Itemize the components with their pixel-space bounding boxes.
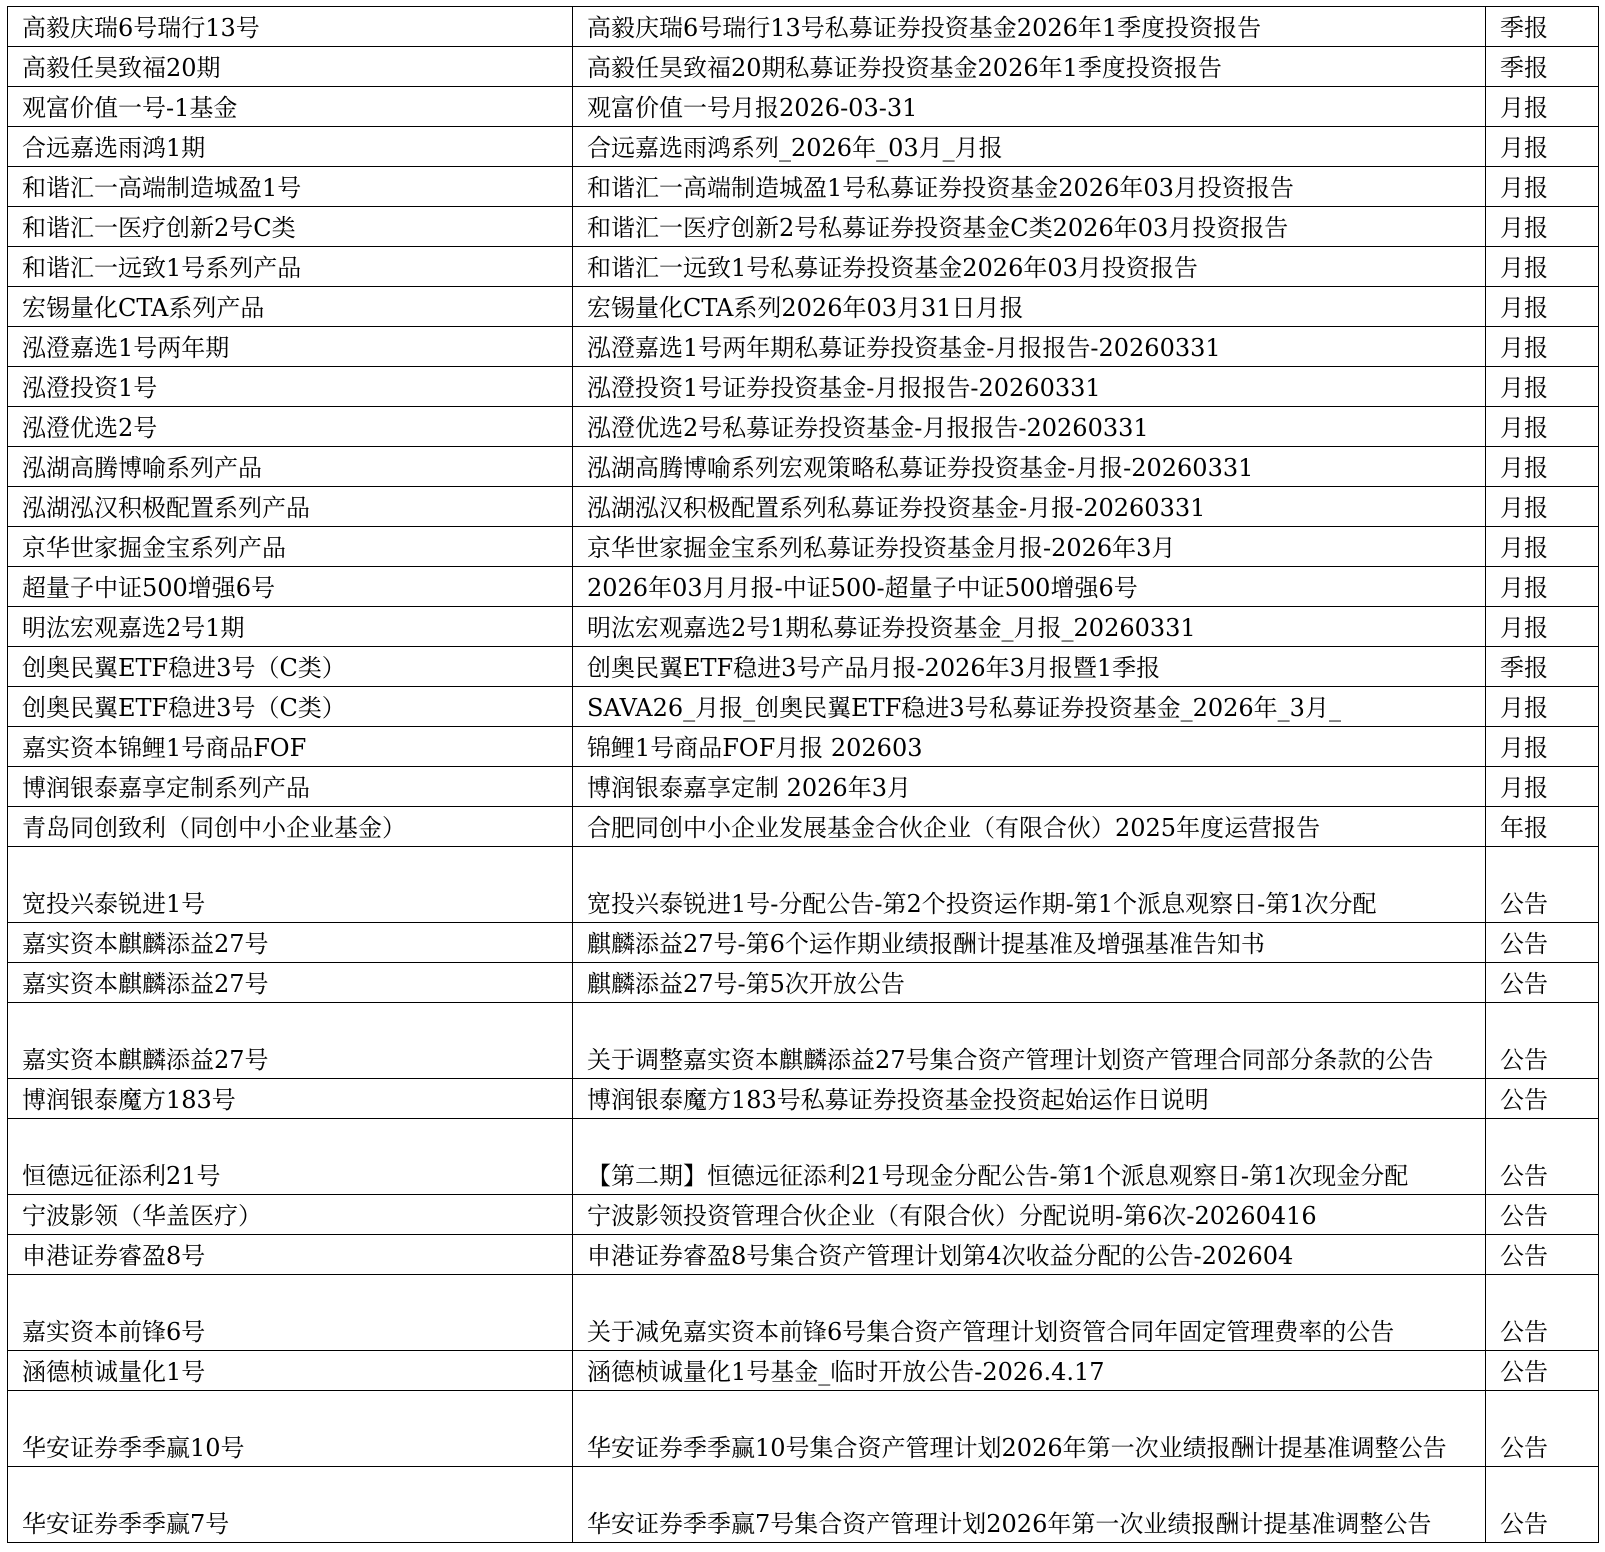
report-type-cell: 月报 (1486, 87, 1599, 127)
report-type-cell: 月报 (1486, 727, 1599, 767)
report-title-cell: 泓澄优选2号私募证券投资基金-月报报告-20260331 (573, 407, 1486, 447)
report-title-cell: 合肥同创中小企业发展基金合伙企业（有限合伙）2025年度运营报告 (573, 807, 1486, 847)
table-row (8, 963, 1599, 1003)
report-title-cell: 泓湖泓汉积极配置系列私募证券投资基金-月报-20260331 (573, 487, 1486, 527)
table-row (8, 1195, 1599, 1235)
report-type-cell: 公告 (1486, 923, 1599, 963)
table-row (8, 1351, 1599, 1391)
report-type-cell: 公告 (1486, 1003, 1599, 1079)
product-name-cell: 华安证券季季赢10号 (8, 1391, 573, 1467)
table-row (8, 1391, 1599, 1467)
table-row (8, 167, 1599, 207)
report-type-cell: 月报 (1486, 127, 1599, 167)
table-row (8, 487, 1599, 527)
report-title-cell: 华安证券季季赢10号集合资产管理计划2026年第一次业绩报酬计提基准调整公告 (573, 1391, 1486, 1467)
table-row (8, 1079, 1599, 1119)
report-type-cell: 月报 (1486, 687, 1599, 727)
table-row (8, 567, 1599, 607)
report-title-cell: 关于调整嘉实资本麒麟添益27号集合资产管理计划资产管理合同部分条款的公告 (573, 1003, 1486, 1079)
report-title-cell: 明汯宏观嘉选2号1期私募证券投资基金_月报_20260331 (573, 607, 1486, 647)
product-name-cell: 博润银泰魔方183号 (8, 1079, 573, 1119)
table-row (8, 1119, 1599, 1195)
report-type-cell: 公告 (1486, 1079, 1599, 1119)
table-row (8, 447, 1599, 487)
report-type-cell: 公告 (1486, 1391, 1599, 1467)
table-row (8, 847, 1599, 923)
table-row (8, 127, 1599, 167)
report-title-cell: 和谐汇一医疗创新2号私募证券投资基金C类2026年03月投资报告 (573, 207, 1486, 247)
table-row (8, 1275, 1599, 1351)
report-type-cell: 月报 (1486, 527, 1599, 567)
report-type-cell: 月报 (1486, 367, 1599, 407)
product-name-cell: 宁波影领（华盖医疗） (8, 1195, 573, 1235)
report-type-cell: 月报 (1486, 247, 1599, 287)
report-title-cell: 创奥民翼ETF稳进3号产品月报-2026年3月报暨1季报 (573, 647, 1486, 687)
report-title-cell: 【第二期】恒德远征添利21号现金分配公告-第1个派息观察日-第1次现金分配 (573, 1119, 1486, 1195)
product-name-cell: 嘉实资本前锋6号 (8, 1275, 573, 1351)
product-name-cell: 高毅庆瑞6号瑞行13号 (8, 7, 573, 47)
product-name-cell: 合远嘉选雨鸿1期 (8, 127, 573, 167)
table-row (8, 923, 1599, 963)
report-title-cell: 合远嘉选雨鸿系列_2026年_03月_月报 (573, 127, 1486, 167)
report-title-cell: 宽投兴泰锐进1号-分配公告-第2个投资运作期-第1个派息观察日-第1次分配 (573, 847, 1486, 923)
table-row (8, 7, 1599, 47)
product-name-cell: 高毅任昊致福20期 (8, 47, 573, 87)
report-title-cell: 博润银泰魔方183号私募证券投资基金投资起始运作日说明 (573, 1079, 1486, 1119)
product-name-cell: 泓湖高腾博喻系列产品 (8, 447, 573, 487)
table-row (8, 767, 1599, 807)
table-row (8, 1235, 1599, 1275)
report-title-cell: 2026年03月月报-中证500-超量子中证500增强6号 (573, 567, 1486, 607)
product-name-cell: 创奥民翼ETF稳进3号（C类） (8, 647, 573, 687)
table-row (8, 287, 1599, 327)
report-title-cell: 麒麟添益27号-第6个运作期业绩报酬计提基准及增强基准告知书 (573, 923, 1486, 963)
report-title-cell: 关于减免嘉实资本前锋6号集合资产管理计划资管合同年固定管理费率的公告 (573, 1275, 1486, 1351)
report-title-cell: 宏锡量化CTA系列2026年03月31日月报 (573, 287, 1486, 327)
report-type-cell: 季报 (1486, 647, 1599, 687)
report-type-cell: 公告 (1486, 1119, 1599, 1195)
product-name-cell: 和谐汇一医疗创新2号C类 (8, 207, 573, 247)
report-title-cell: 京华世家掘金宝系列私募证券投资基金月报-2026年3月 (573, 527, 1486, 567)
table-row (8, 247, 1599, 287)
product-name-cell: 和谐汇一高端制造城盈1号 (8, 167, 573, 207)
product-name-cell: 嘉实资本麒麟添益27号 (8, 1003, 573, 1079)
product-name-cell: 宏锡量化CTA系列产品 (8, 287, 573, 327)
report-type-cell: 月报 (1486, 327, 1599, 367)
table-row (8, 607, 1599, 647)
report-title-cell: 高毅庆瑞6号瑞行13号私募证券投资基金2026年1季度投资报告 (573, 7, 1486, 47)
report-type-cell: 月报 (1486, 447, 1599, 487)
report-title-cell: 和谐汇一远致1号私募证券投资基金2026年03月投资报告 (573, 247, 1486, 287)
product-name-cell: 博润银泰嘉享定制系列产品 (8, 767, 573, 807)
report-title-cell: 华安证券季季赢7号集合资产管理计划2026年第一次业绩报酬计提基准调整公告 (573, 1467, 1486, 1543)
report-title-cell: 和谐汇一高端制造城盈1号私募证券投资基金2026年03月投资报告 (573, 167, 1486, 207)
report-title-cell: 泓湖高腾博喻系列宏观策略私募证券投资基金-月报-20260331 (573, 447, 1486, 487)
report-type-cell: 年报 (1486, 807, 1599, 847)
report-type-cell: 公告 (1486, 847, 1599, 923)
table-row (8, 87, 1599, 127)
report-title-cell: 宁波影领投资管理合伙企业（有限合伙）分配说明-第6次-20260416 (573, 1195, 1486, 1235)
product-name-cell: 泓澄优选2号 (8, 407, 573, 447)
report-title-cell: 麒麟添益27号-第5次开放公告 (573, 963, 1486, 1003)
product-name-cell: 宽投兴泰锐进1号 (8, 847, 573, 923)
table-row (8, 327, 1599, 367)
product-name-cell: 泓澄嘉选1号两年期 (8, 327, 573, 367)
report-type-cell: 月报 (1486, 487, 1599, 527)
table-row (8, 727, 1599, 767)
report-table-container (7, 6, 1598, 1543)
report-table-body (8, 7, 1599, 1543)
report-type-cell: 月报 (1486, 607, 1599, 647)
product-name-cell: 泓澄投资1号 (8, 367, 573, 407)
table-row (8, 1003, 1599, 1079)
product-name-cell: 泓湖泓汉积极配置系列产品 (8, 487, 573, 527)
report-table (7, 6, 1599, 1543)
report-type-cell: 公告 (1486, 1467, 1599, 1543)
table-row (8, 207, 1599, 247)
table-row (8, 47, 1599, 87)
report-title-cell: 博润银泰嘉享定制 2026年3月 (573, 767, 1486, 807)
product-name-cell: 涵德桢诚量化1号 (8, 1351, 573, 1391)
product-name-cell: 超量子中证500增强6号 (8, 567, 573, 607)
report-title-cell: 高毅任昊致福20期私募证券投资基金2026年1季度投资报告 (573, 47, 1486, 87)
table-row (8, 807, 1599, 847)
product-name-cell: 嘉实资本锦鲤1号商品FOF (8, 727, 573, 767)
product-name-cell: 申港证券睿盈8号 (8, 1235, 573, 1275)
table-row (8, 647, 1599, 687)
table-row (8, 407, 1599, 447)
report-title-cell: 泓澄嘉选1号两年期私募证券投资基金-月报报告-20260331 (573, 327, 1486, 367)
table-row (8, 367, 1599, 407)
report-title-cell: 涵德桢诚量化1号基金_临时开放公告-2026.4.17 (573, 1351, 1486, 1391)
product-name-cell: 和谐汇一远致1号系列产品 (8, 247, 573, 287)
report-type-cell: 季报 (1486, 47, 1599, 87)
report-type-cell: 公告 (1486, 1275, 1599, 1351)
product-name-cell: 创奥民翼ETF稳进3号（C类） (8, 687, 573, 727)
product-name-cell: 华安证券季季赢7号 (8, 1467, 573, 1543)
report-type-cell: 公告 (1486, 1351, 1599, 1391)
report-type-cell: 公告 (1486, 963, 1599, 1003)
report-type-cell: 月报 (1486, 207, 1599, 247)
report-type-cell: 公告 (1486, 1235, 1599, 1275)
report-title-cell: 观富价值一号月报2026-03-31 (573, 87, 1486, 127)
report-type-cell: 月报 (1486, 287, 1599, 327)
report-type-cell: 月报 (1486, 407, 1599, 447)
report-title-cell: 锦鲤1号商品FOF月报 202603 (573, 727, 1486, 767)
report-type-cell: 公告 (1486, 1195, 1599, 1235)
product-name-cell: 京华世家掘金宝系列产品 (8, 527, 573, 567)
table-row (8, 527, 1599, 567)
report-title-cell: SAVA26_月报_创奥民翼ETF稳进3号私募证券投资基金_2026年_3月_ (573, 687, 1486, 727)
product-name-cell: 青岛同创致利（同创中小企业基金） (8, 807, 573, 847)
table-row (8, 1467, 1599, 1543)
report-title-cell: 泓澄投资1号证券投资基金-月报报告-20260331 (573, 367, 1486, 407)
product-name-cell: 嘉实资本麒麟添益27号 (8, 963, 573, 1003)
product-name-cell: 观富价值一号-1基金 (8, 87, 573, 127)
product-name-cell: 恒德远征添利21号 (8, 1119, 573, 1195)
product-name-cell: 明汯宏观嘉选2号1期 (8, 607, 573, 647)
report-type-cell: 月报 (1486, 767, 1599, 807)
report-title-cell: 申港证券睿盈8号集合资产管理计划第4次收益分配的公告-202604 (573, 1235, 1486, 1275)
report-type-cell: 季报 (1486, 7, 1599, 47)
product-name-cell: 嘉实资本麒麟添益27号 (8, 923, 573, 963)
report-type-cell: 月报 (1486, 167, 1599, 207)
report-type-cell: 月报 (1486, 567, 1599, 607)
table-row (8, 687, 1599, 727)
